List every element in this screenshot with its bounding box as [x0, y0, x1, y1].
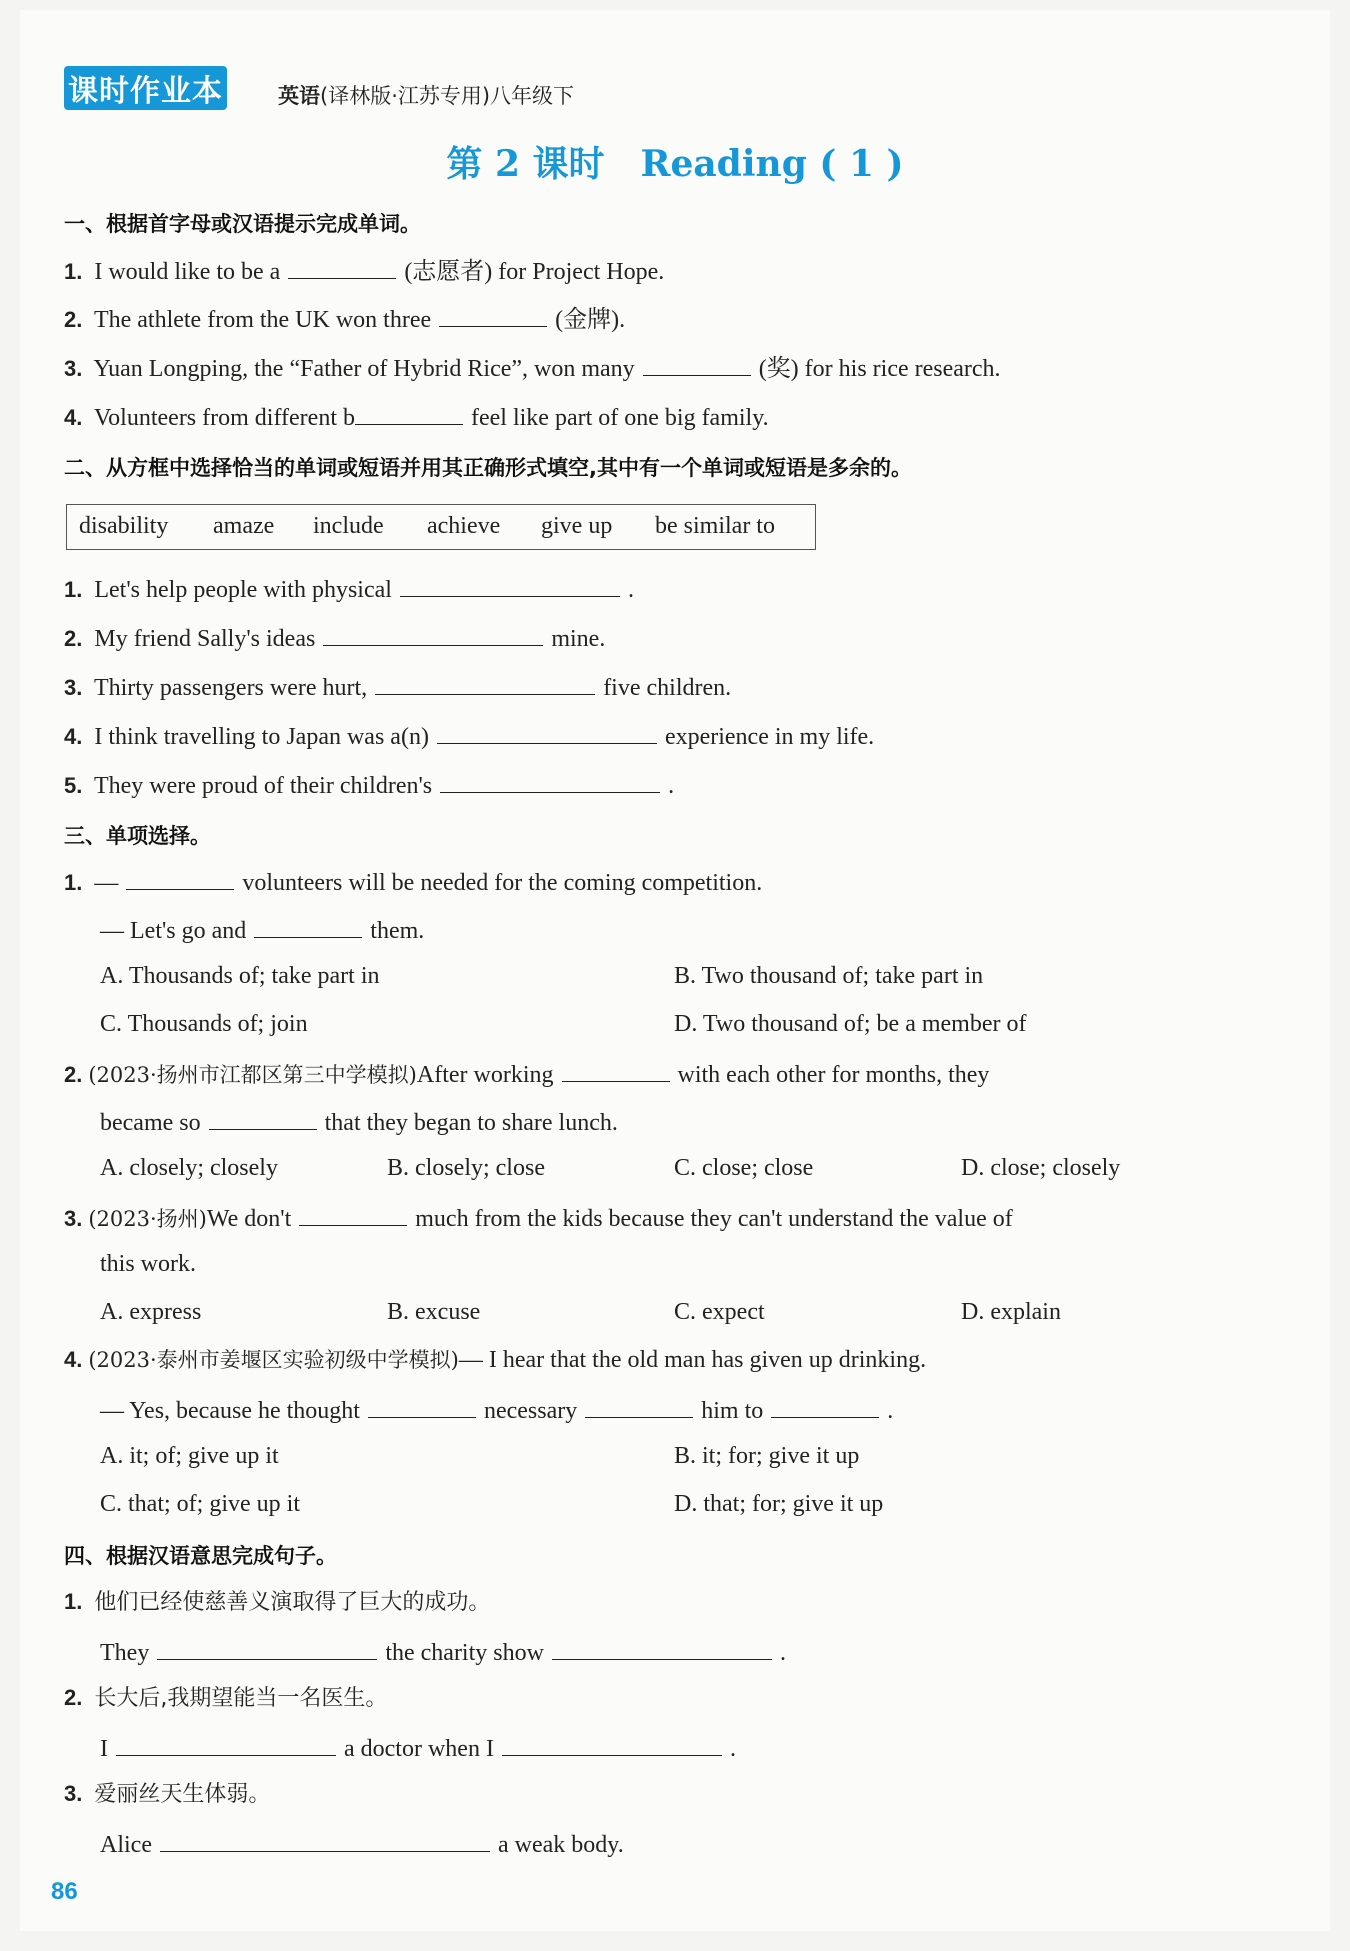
option-a[interactable]: A. it; of; give up it	[100, 1443, 279, 1469]
s1-item-1: 1. I would like to be a (志愿者) for Project Hope.	[64, 254, 664, 287]
word-option: be similar to	[655, 513, 775, 539]
option-b[interactable]: B. it; for; give it up	[674, 1443, 860, 1469]
section-3-heading: 三、单项选择。	[64, 824, 211, 848]
answer-blank[interactable]	[437, 719, 657, 744]
question-source: (2023·泰州市姜堰区实验初级中学模拟)	[88, 1348, 459, 1372]
option-b[interactable]: B. closely; close	[387, 1155, 545, 1181]
word-box	[66, 504, 816, 550]
option-c[interactable]: C. that; of; give up it	[100, 1491, 300, 1517]
s2-item-1: 1. Let's help people with physical .	[64, 572, 634, 605]
s3-q4-line1: 4. (2023·泰州市姜堰区实验初级中学模拟)— I hear that the old man has given up drinking.	[64, 1347, 927, 1373]
answer-blank[interactable]	[771, 1393, 879, 1418]
answer-blank[interactable]	[254, 913, 362, 938]
s1-item-2: 2. The athlete from the UK won three (金牌).	[64, 302, 625, 335]
s4-item-2-prompt: 2. 长大后,我期望能当一名医生。	[64, 1685, 388, 1711]
answer-blank[interactable]	[299, 1201, 407, 1226]
word-option: disability	[79, 513, 169, 539]
s3-q2-line2: became so that they began to share lunch.	[100, 1105, 618, 1138]
section-1-heading: 一、根据首字母或汉语提示完成单词。	[64, 212, 421, 236]
answer-blank[interactable]	[439, 302, 547, 327]
s4-item-1-answer: They the charity show .	[100, 1635, 786, 1668]
option-d[interactable]: D. Two thousand of; be a member of	[674, 1011, 1027, 1037]
option-d[interactable]: D. close; closely	[961, 1155, 1121, 1181]
s3-q3-line1: 3. (2023·扬州)We don't much from the kids because they can't understand the value of	[64, 1201, 1013, 1234]
section-2-heading: 二、从方框中选择恰当的单词或短语并用其正确形式填空,其中有一个单词或短语是多余的。	[64, 456, 912, 480]
option-a[interactable]: A. closely; closely	[100, 1155, 278, 1181]
answer-blank[interactable]	[440, 768, 660, 793]
lesson-title: 第 2 课时 Reading ( 1 )	[446, 143, 904, 185]
s2-item-2: 2. My friend Sally's ideas mine.	[64, 621, 605, 654]
word-option: achieve	[427, 513, 501, 539]
option-c[interactable]: C. expect	[674, 1299, 765, 1325]
option-a[interactable]: A. Thousands of; take part in	[100, 963, 380, 989]
page-number: 86	[51, 1878, 78, 1905]
s4-item-1-prompt: 1. 他们已经使慈善义演取得了巨大的成功。	[64, 1589, 491, 1615]
option-c[interactable]: C. Thousands of; join	[100, 1011, 308, 1037]
option-c[interactable]: C. close; close	[674, 1155, 814, 1181]
s1-item-3: 3. Yuan Longping, the “Father of Hybrid Rice”, won many (奖) for his rice research.	[64, 351, 1001, 384]
question-source: (2023·扬州市江都区第三中学模拟)	[88, 1063, 417, 1087]
answer-blank[interactable]	[126, 865, 234, 890]
answer-blank[interactable]	[502, 1731, 722, 1756]
word-option: give up	[541, 513, 613, 539]
answer-blank[interactable]	[643, 351, 751, 376]
answer-blank[interactable]	[585, 1393, 693, 1418]
s4-item-3-answer: Alice a weak body.	[100, 1827, 624, 1860]
option-d[interactable]: D. explain	[961, 1299, 1061, 1325]
question-source: (2023·扬州)	[88, 1207, 207, 1231]
word-option: include	[313, 513, 384, 539]
answer-blank[interactable]	[400, 572, 620, 597]
s1-item-4: 4. Volunteers from different b feel like part of one big family.	[64, 400, 769, 433]
word-option: amaze	[213, 513, 275, 539]
option-a[interactable]: A. express	[100, 1299, 202, 1325]
brand-logo: 课时作业本	[64, 66, 227, 110]
s3-q2-line1: 2. (2023·扬州市江都区第三中学模拟)After working with each other for months, they	[64, 1057, 989, 1090]
answer-blank[interactable]	[160, 1827, 490, 1852]
answer-blank[interactable]	[355, 400, 463, 425]
s2-item-4: 4. I think travelling to Japan was a(n) experience in my life.	[64, 719, 874, 752]
book-subtitle: 英语(译林版·江苏专用)八年级下	[278, 84, 575, 108]
answer-blank[interactable]	[552, 1635, 772, 1660]
option-b[interactable]: B. Two thousand of; take part in	[674, 963, 984, 989]
option-b[interactable]: B. excuse	[387, 1299, 481, 1325]
answer-blank[interactable]	[368, 1393, 476, 1418]
option-d[interactable]: D. that; for; give it up	[674, 1491, 884, 1517]
s4-item-2-answer: I a doctor when I .	[100, 1731, 736, 1764]
answer-blank[interactable]	[562, 1057, 670, 1082]
answer-blank[interactable]	[157, 1635, 377, 1660]
answer-blank[interactable]	[323, 621, 543, 646]
s3-q1-line1: 1. — volunteers will be needed for the coming competition.	[64, 865, 762, 898]
s3-q4-line2: — Yes, because he thought necessary him to .	[100, 1393, 893, 1426]
s2-item-5: 5. They were proud of their children's .	[64, 768, 674, 801]
worksheet-page	[20, 10, 1330, 1931]
answer-blank[interactable]	[288, 254, 396, 279]
answer-blank[interactable]	[209, 1105, 317, 1130]
s3-q3-line2: this work.	[100, 1251, 196, 1277]
section-4-heading: 四、根据汉语意思完成句子。	[64, 1544, 337, 1568]
answer-blank[interactable]	[116, 1731, 336, 1756]
s3-q1-line2: — Let's go and them.	[100, 913, 424, 946]
answer-blank[interactable]	[375, 670, 595, 695]
s4-item-3-prompt: 3. 爱丽丝天生体弱。	[64, 1781, 271, 1807]
s2-item-3: 3. Thirty passengers were hurt, five children.	[64, 670, 731, 703]
